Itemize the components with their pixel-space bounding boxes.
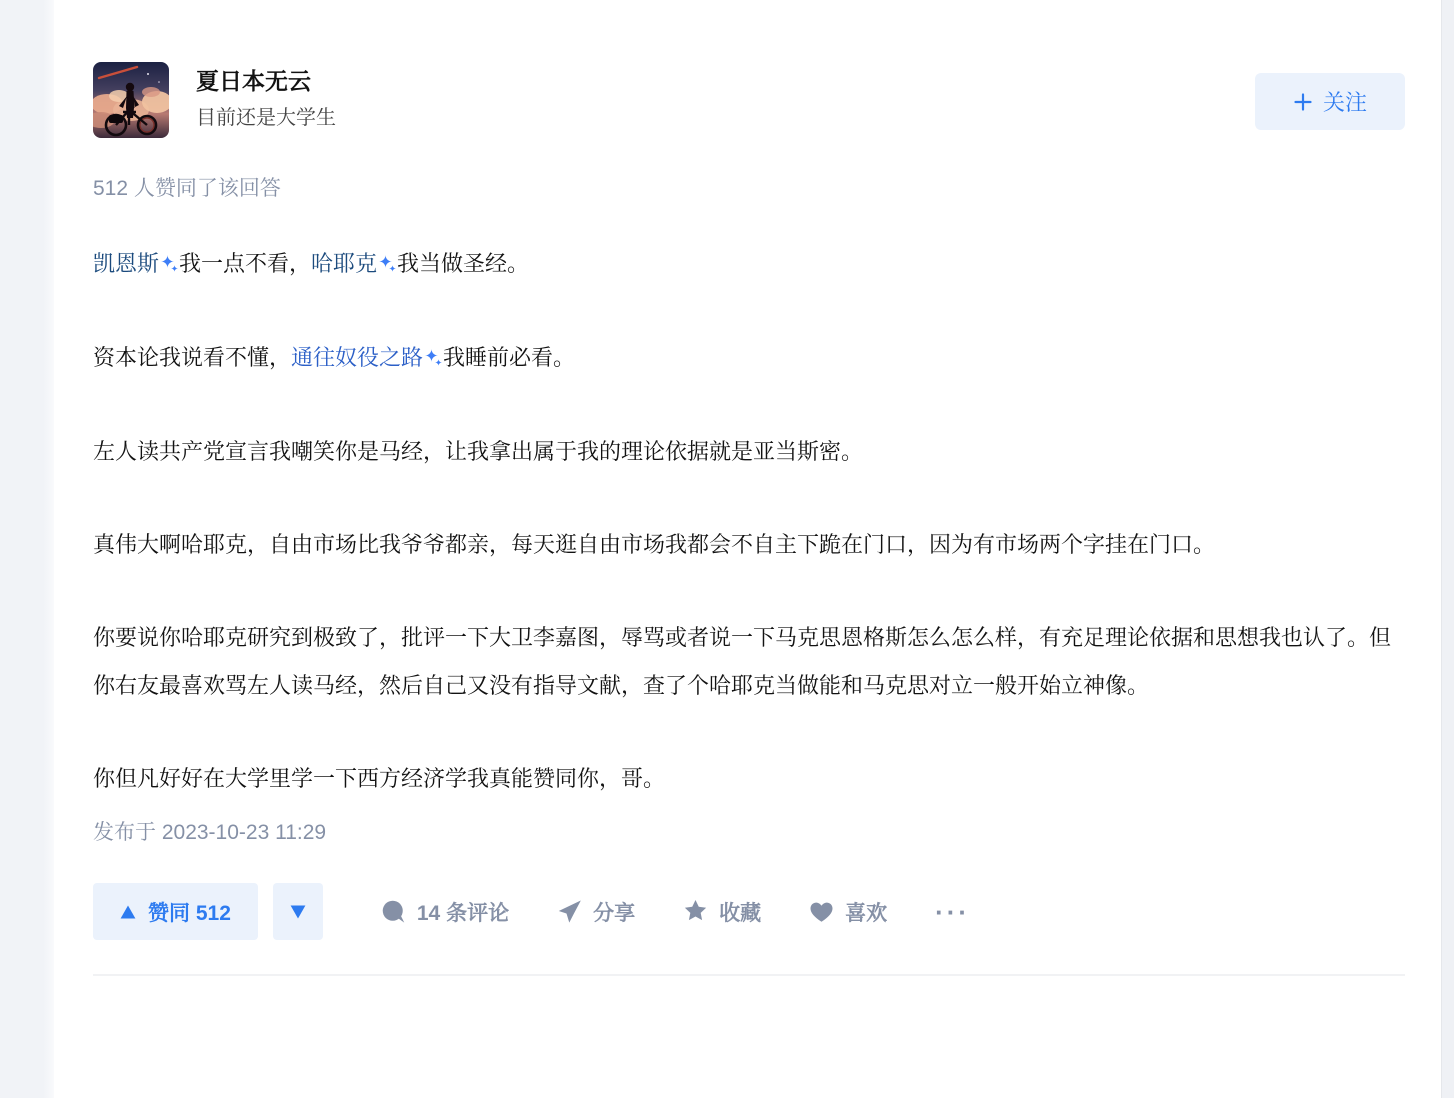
answer-content	[93, 240, 1405, 803]
favorite-button[interactable]	[683, 897, 761, 927]
comment-bubble-icon	[381, 899, 406, 924]
publish-time: 发布于 2023-10-23 11:29	[93, 821, 327, 844]
heart-icon	[809, 899, 834, 924]
share-label: 分享	[593, 901, 636, 925]
follow-label: 关注	[1322, 90, 1367, 115]
scrollbar-track[interactable]	[1441, 0, 1454, 1098]
paragraph: 你要说你哈耶克研究到极致了，批评一下大卫李嘉图，辱骂或者说一下马克思恩格斯怎么怎么样，有充足理论依据和思想我也认了。但你右友最喜欢骂左人读马经，然后自己又没有指导文献，查了个哈耶克当做能和马克思对立一般开始立神像。	[93, 625, 1392, 698]
entity-link[interactable]: 通往奴役之路	[291, 345, 424, 370]
downvote-triangle-icon	[290, 905, 306, 919]
endorse-count: 512 人赞同了该回答	[93, 177, 281, 200]
downvote-button[interactable]	[273, 883, 323, 940]
avatar-sunset-art	[93, 62, 169, 138]
sparkle-search-icon[interactable]	[379, 241, 396, 289]
page-left-gutter	[0, 0, 54, 1098]
answer-card	[54, 0, 1441, 1098]
answer-divider	[93, 974, 1405, 976]
author-info	[196, 62, 336, 131]
favorite-label: 收藏	[719, 901, 762, 925]
avatar[interactable]	[93, 62, 169, 138]
like-label: 喜欢	[845, 901, 888, 925]
paragraph: 凯恩斯 我一点不看，哈耶克 我当做圣经。	[93, 240, 1405, 289]
share-plane-icon	[557, 899, 582, 924]
like-button[interactable]	[809, 897, 887, 927]
upvote-triangle-icon	[120, 905, 136, 919]
follow-button[interactable]	[1255, 73, 1405, 130]
comments-button[interactable]	[381, 897, 509, 927]
entity-link[interactable]: 凯恩斯	[93, 251, 160, 276]
comments-label: 14 条评论	[416, 901, 510, 925]
sparkle-search-icon[interactable]	[425, 335, 442, 383]
star-icon	[683, 899, 708, 924]
share-button[interactable]	[557, 897, 635, 927]
upvote-button[interactable]	[93, 883, 258, 940]
paragraph: 资本论我说看不懂，通往奴役之路 我睡前必看。	[93, 334, 1405, 383]
ellipsis-icon: ···	[935, 896, 971, 927]
author-bio: 目前还是大学生	[196, 107, 336, 129]
upvote-label: 赞同 512	[148, 901, 231, 925]
paragraph: 真伟大啊哈耶克，自由市场比我爷爷都亲，每天逛自由市场我都会不自主下跪在门口，因为有市场两个字挂在门口。	[93, 532, 1216, 557]
sparkle-search-icon[interactable]	[161, 241, 178, 289]
author-name[interactable]: 夏日本无云	[196, 68, 311, 94]
answer-header	[93, 62, 1405, 138]
paragraph: 左人读共产党宣言我嘲笑你是马经，让我拿出属于我的理论依据就是亚当斯密。	[93, 439, 864, 464]
paragraph: 你但凡好好在大学里学一下西方经济学我真能赞同你，哥。	[93, 766, 666, 791]
action-bar	[93, 883, 1405, 940]
plus-icon	[1293, 92, 1313, 112]
entity-link[interactable]: 哈耶克	[311, 251, 378, 276]
more-options-button[interactable]	[935, 896, 971, 927]
